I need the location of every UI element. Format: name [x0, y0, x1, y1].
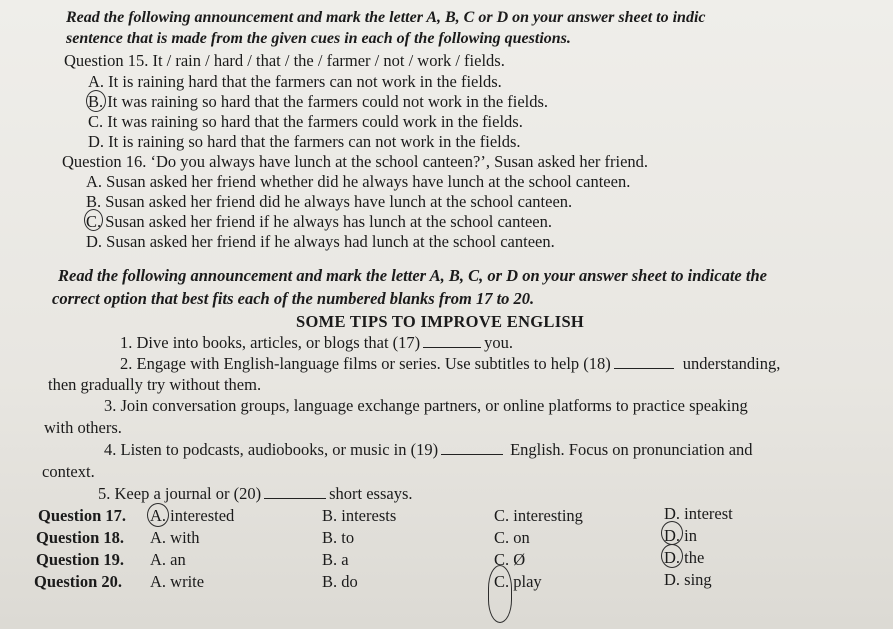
- q17-option-c[interactable]: C. interesting: [494, 506, 583, 525]
- blank-18[interactable]: [614, 354, 674, 369]
- blank-17[interactable]: [423, 333, 481, 348]
- q20-option-a[interactable]: A. write: [150, 572, 205, 591]
- q16-option-b[interactable]: B. Susan asked her friend did he always have lunch at the school canteen.: [86, 192, 573, 211]
- q15-option-a[interactable]: A. It is raining hard that the farmers can not work in the fields.: [88, 72, 502, 91]
- q15-option-c[interactable]: C. It was raining so hard that the farmers could work in the fields.: [88, 112, 523, 131]
- q19-option-d[interactable]: D. the: [664, 548, 705, 567]
- instruction-1-line-2: sentence that is made from the given cues in each of the following questions.: [66, 30, 571, 47]
- question-15-stem: Question 15. It / rain / hard / that / the / farmer / not / work / fields.: [64, 51, 505, 70]
- q18-option-b[interactable]: B. to: [322, 528, 355, 547]
- q19-option-c[interactable]: C. Ø: [494, 550, 526, 569]
- passage-title: SOME TIPS TO IMPROVE ENGLISH: [296, 312, 585, 331]
- passage-tip-2-cont: then gradually try without them.: [48, 375, 262, 394]
- answer-row-label: Question 20.: [34, 572, 123, 591]
- answer-row-label: Question 17.: [38, 506, 127, 525]
- q16-option-a[interactable]: A. Susan asked her friend whether did he always have lunch at the school canteen.: [86, 172, 631, 191]
- q15-option-b[interactable]: B. It was raining so hard that the farmers could not work in the fields.: [88, 92, 549, 111]
- q16-option-d[interactable]: D. Susan asked her friend if he always had lunch at the school canteen.: [86, 232, 555, 251]
- passage-tip-3: 3. Join conversation groups, language exchange partners, or online platforms to practice speaking: [104, 396, 748, 415]
- blank-19[interactable]: [441, 440, 503, 455]
- q20-option-b[interactable]: B. do: [322, 572, 358, 591]
- q18-option-c[interactable]: C. on: [494, 528, 530, 547]
- q15-option-d[interactable]: D. It is raining so hard that the farmers can not work in the fields.: [88, 132, 521, 151]
- passage-tip-1: 1. Dive into books, articles, or blogs that (17) you.: [120, 333, 514, 352]
- answer-row-label: Question 19.: [36, 550, 125, 569]
- answer-row-label: Question 18.: [36, 528, 125, 547]
- passage-tip-5: 5. Keep a journal or (20) short essays.: [98, 484, 413, 503]
- passage-tip-3-cont: with others.: [44, 418, 122, 437]
- passage-tip-4: 4. Listen to podcasts, audiobooks, or music in (19) English. Focus on pronunciation and: [104, 440, 753, 459]
- q20-option-c[interactable]: C. play: [494, 572, 542, 591]
- instruction-2-line-1: Read the following announcement and mark the letter A, B, C, or D on your answer sheet to indicate the: [58, 266, 767, 285]
- q17-option-b[interactable]: B. interests: [322, 506, 397, 525]
- instruction-1-line-1: Read the following announcement and mark the letter A, B, C or D on your answer sheet to indic: [66, 9, 706, 26]
- q18-option-d[interactable]: D. in: [664, 526, 697, 545]
- q20-option-d[interactable]: D. sing: [664, 570, 712, 589]
- instruction-2-line-2: correct option that best fits each of the numbered blanks from 17 to 20.: [52, 289, 535, 308]
- q19-option-b[interactable]: B. a: [322, 550, 349, 569]
- blank-20[interactable]: [264, 484, 326, 499]
- question-16-stem: Question 16. ‘Do you always have lunch at the school canteen?’, Susan asked her friend.: [62, 152, 649, 171]
- q17-option-d[interactable]: D. interest: [664, 504, 733, 523]
- passage-tip-4-cont: context.: [42, 462, 95, 481]
- q19-option-a[interactable]: A. an: [150, 550, 186, 569]
- passage-tip-2: 2. Engage with English-language films or series. Use subtitles to help (18) understanding,: [120, 354, 781, 373]
- q16-option-c[interactable]: C. Susan asked her friend if he always has lunch at the school canteen.: [86, 212, 552, 231]
- q18-option-a[interactable]: A. with: [150, 528, 200, 547]
- q17-option-a[interactable]: A. interested: [150, 506, 235, 525]
